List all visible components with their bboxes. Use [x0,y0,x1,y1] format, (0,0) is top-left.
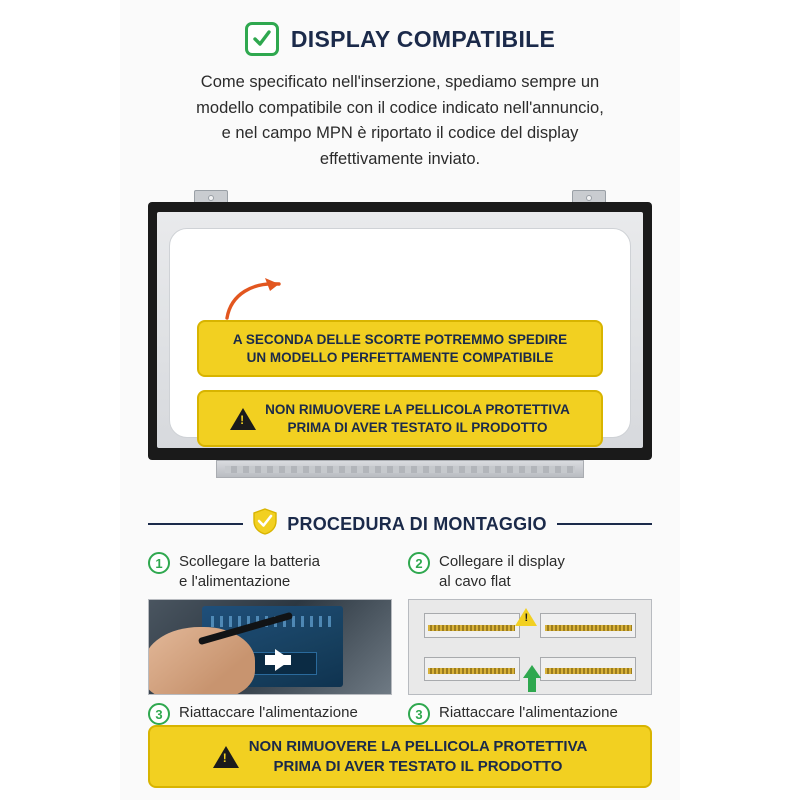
warning-triangle-icon [515,608,537,626]
bottom-banner-line-1: NON RIMUOVERE LA PELLICOLA PROTETTIVA [248,738,588,755]
step-line-1: Riattaccare l'alimentazione [179,704,358,722]
header [120,0,680,56]
panel-screen [157,212,643,448]
step-line-2: e l'alimentazione [179,572,291,590]
bottom-banner-text [249,737,588,776]
flat-cable-graphic [428,668,515,674]
bottom-banner-line-2: PRIMA DI AVER TESTATO IL PRODOTTO [273,757,563,775]
intro-line-2: modello compatibile con il codice indicato nell'annuncio, [196,98,604,117]
intro-line-1: Come specificato nell'inserzione, spediamo sempre un [200,73,600,91]
step-photo-battery-disconnect [148,599,392,695]
callout-stock-line-2: UN MODELLO PERFETTAMENTE COMPATIBILE [246,349,554,365]
step-text [439,552,565,591]
procedure-title: PROCEDURA DI MONTAGGIO [287,513,547,534]
divider-left [148,523,243,525]
step-line-1: Collegare il display [439,553,565,571]
panel-backlight-strip [216,460,584,478]
intro-line-4: effettivamente inviato. [319,149,481,168]
display-panel-illustration [148,190,652,490]
callout-stock-line-1: A SECONDA DELLE SCORTE POTREMMO SPEDIRE [232,332,568,348]
flat-cable-graphic [545,625,632,631]
step-photo-flat-cable-connect [408,599,652,695]
check-box-icon [245,22,279,56]
step-number-badge: 3 [148,703,170,725]
callout-stock-compatibility [197,320,603,377]
warning-triangle-icon [230,408,256,430]
step-number-badge: 3 [408,703,430,725]
callout-film-line-1: NON RIMUOVERE LA PELLICOLA PROTETTIVA [265,402,570,418]
step-number-badge: 1 [148,552,170,574]
flat-cable-graphic [428,625,515,631]
procedure-steps [148,552,652,742]
pointer-arrow-icon [275,649,291,671]
step-line-1: Riattaccare l'alimentazione [439,704,618,722]
warning-triangle-icon [213,746,239,768]
step-item [148,552,392,591]
shield-icon [253,508,277,540]
flat-cable-graphic [545,668,632,674]
step-text [179,552,320,591]
page-title: DISPLAY COMPATIBILE [290,25,556,52]
step-line-1: Scollegare la batteria [179,553,320,571]
up-arrow-icon [523,665,541,678]
procedure-header [148,508,652,540]
callout-film-line-2: PRIMA DI AVER TESTATO IL PRODOTTO [287,419,548,435]
step-line-2: al cavo flat [439,572,511,590]
curved-arrow-icon [221,274,291,325]
infographic-content [120,0,680,800]
intro-line-3: e nel campo MPN è riportato il codice del display [221,124,579,143]
callout-film-text [265,401,570,436]
divider-right [557,523,652,525]
intro-paragraph [148,70,652,172]
callout-protective-film [197,390,603,447]
step-number-badge: 2 [408,552,430,574]
panel-bezel [148,202,652,460]
step-item [408,552,652,591]
bottom-warning-banner [148,725,652,788]
